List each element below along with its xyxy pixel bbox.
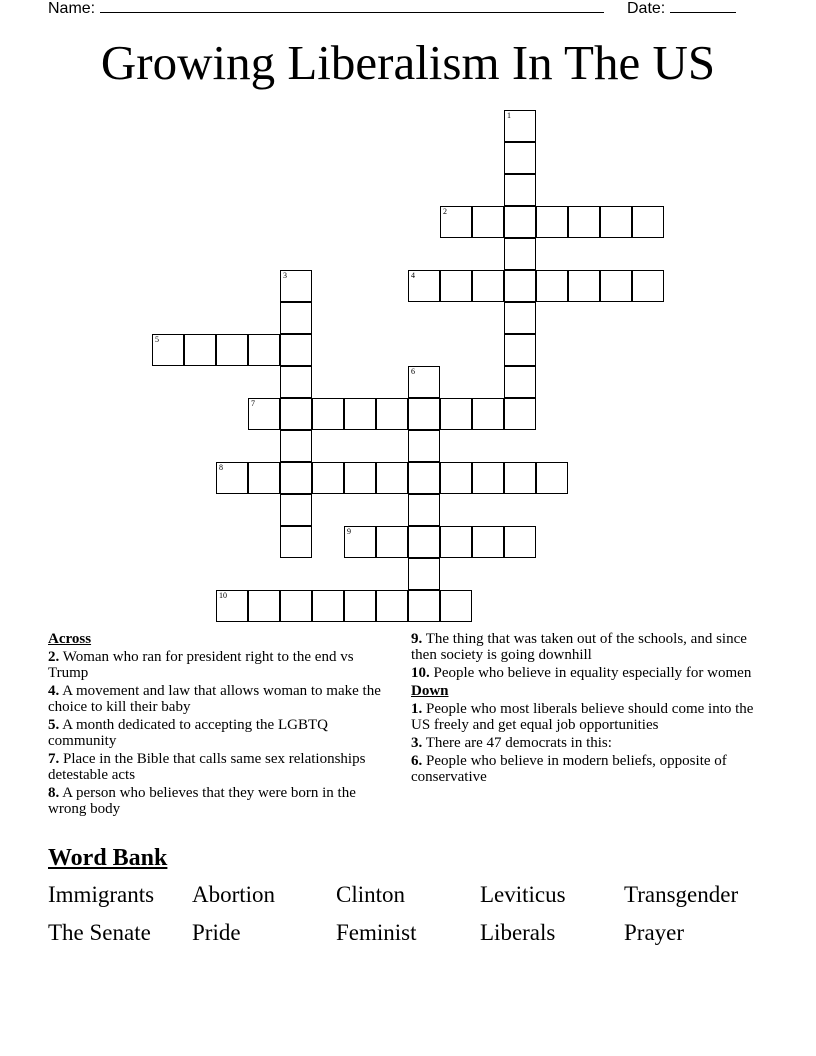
grid-cell[interactable] <box>376 398 408 430</box>
grid-cell[interactable] <box>280 302 312 334</box>
clue-number: 6. <box>411 753 423 769</box>
grid-cell[interactable] <box>248 398 280 430</box>
grid-cell[interactable] <box>280 398 312 430</box>
grid-cell[interactable] <box>248 590 280 622</box>
grid-cell[interactable] <box>280 334 312 366</box>
grid-cell[interactable] <box>504 270 536 302</box>
clue-across-7 <box>48 751 393 783</box>
grid-cell[interactable] <box>376 462 408 494</box>
grid-cell[interactable] <box>568 206 600 238</box>
grid-cell[interactable] <box>440 398 472 430</box>
grid-cell[interactable] <box>280 366 312 398</box>
grid-cell[interactable] <box>440 590 472 622</box>
grid-cell[interactable] <box>440 206 472 238</box>
grid-cell[interactable] <box>280 270 312 302</box>
clue-text: A movement and law that allows woman to make the choice to kill their baby <box>48 683 381 715</box>
word-bank-item: Liberals <box>480 920 556 945</box>
grid-cell[interactable] <box>408 398 440 430</box>
grid-clue-number: 10 <box>219 591 227 600</box>
name-line[interactable] <box>100 0 604 13</box>
grid-clue-number: 5 <box>155 335 159 344</box>
grid-cell[interactable] <box>152 334 184 366</box>
grid-cell[interactable] <box>632 270 664 302</box>
grid-cell[interactable] <box>280 494 312 526</box>
grid-cell[interactable] <box>504 110 536 142</box>
clue-down-6 <box>411 753 771 785</box>
grid-cell[interactable] <box>344 398 376 430</box>
grid-clue-number: 3 <box>283 271 287 280</box>
clue-number: 9. <box>411 631 423 647</box>
word-bank-item: Transgender <box>624 882 739 907</box>
grid-clue-number: 4 <box>411 271 415 280</box>
clue-text: Woman who ran for president right to the end vs Trump <box>48 649 354 681</box>
clue-across-2 <box>48 649 393 681</box>
grid-cell[interactable] <box>408 494 440 526</box>
clue-down-3 <box>411 735 771 751</box>
grid-cell[interactable] <box>408 590 440 622</box>
clue-across-10 <box>411 665 771 681</box>
grid-cell[interactable] <box>504 462 536 494</box>
clue-text: The thing that was taken out of the schools, and since then society is going downhill <box>411 631 747 663</box>
word-bank-item: Leviticus <box>480 882 566 907</box>
grid-cell[interactable] <box>440 462 472 494</box>
grid-cell[interactable] <box>216 334 248 366</box>
grid-cell[interactable] <box>280 430 312 462</box>
grid-cell[interactable] <box>504 366 536 398</box>
page-title: Growing Liberalism In The US <box>100 35 716 90</box>
clue-text: Place in the Bible that calls same sex relationships detestable acts <box>48 751 366 783</box>
clues-left <box>48 631 393 819</box>
word-bank-item: Abortion <box>192 882 276 907</box>
grid-cell[interactable] <box>440 270 472 302</box>
word-bank-item: Clinton <box>336 882 406 907</box>
word-bank-title: Word Bank <box>48 845 168 871</box>
grid-cell[interactable] <box>568 270 600 302</box>
clue-across-8 <box>48 785 393 817</box>
grid-cell[interactable] <box>376 526 408 558</box>
grid-clue-number: 1 <box>507 111 511 120</box>
grid-cell[interactable] <box>504 302 536 334</box>
grid-cell[interactable] <box>472 526 504 558</box>
clue-across-4 <box>48 683 393 715</box>
grid-cell[interactable] <box>472 270 504 302</box>
grid-cell[interactable] <box>600 270 632 302</box>
clue-across-5 <box>48 717 393 749</box>
grid-cell[interactable] <box>408 430 440 462</box>
clue-number: 4. <box>48 683 60 699</box>
clues-right <box>411 631 771 787</box>
clue-text: People who most liberals believe should come into the US freely and get equal job opportunities <box>411 701 754 733</box>
name-label <box>48 0 604 18</box>
grid-cell[interactable] <box>472 462 504 494</box>
grid-cell[interactable] <box>216 590 248 622</box>
clue-number: 2. <box>48 649 60 665</box>
grid-cell[interactable] <box>600 206 632 238</box>
grid-cell[interactable] <box>536 206 568 238</box>
word-bank-item: The Senate <box>48 920 151 945</box>
grid-clue-number: 9 <box>347 527 351 536</box>
date-line[interactable] <box>670 0 736 13</box>
grid-clue-number: 8 <box>219 463 223 472</box>
grid-cell[interactable] <box>280 526 312 558</box>
grid-cell[interactable] <box>408 526 440 558</box>
grid-cell[interactable] <box>504 174 536 206</box>
word-bank-item: Pride <box>192 920 241 945</box>
grid-cell[interactable] <box>216 462 248 494</box>
grid-cell[interactable] <box>344 526 376 558</box>
grid-clue-number: 6 <box>411 367 415 376</box>
grid-cell[interactable] <box>344 590 376 622</box>
grid-clue-number: 2 <box>443 207 447 216</box>
grid-cell[interactable] <box>184 334 216 366</box>
grid-cell[interactable] <box>248 462 280 494</box>
word-bank-item: Immigrants <box>48 882 155 907</box>
clue-number: 3. <box>411 735 423 751</box>
across-heading: Across <box>48 631 92 647</box>
grid-cell[interactable] <box>312 398 344 430</box>
grid-cell[interactable] <box>504 398 536 430</box>
grid-cell[interactable] <box>472 206 504 238</box>
grid-cell[interactable] <box>504 142 536 174</box>
clue-text: People who believe in equality especially for women <box>433 665 752 681</box>
grid-cell[interactable] <box>408 270 440 302</box>
grid-cell[interactable] <box>504 238 536 270</box>
clue-text: People who believe in modern beliefs, opposite of conservative <box>411 753 727 785</box>
grid-clue-number: 7 <box>251 399 255 408</box>
grid-cell[interactable] <box>440 526 472 558</box>
grid-cell[interactable] <box>504 334 536 366</box>
clue-number: 5. <box>48 717 60 733</box>
grid-cell[interactable] <box>408 366 440 398</box>
grid-cell[interactable] <box>536 462 568 494</box>
grid-cell[interactable] <box>408 462 440 494</box>
grid-cell[interactable] <box>312 462 344 494</box>
clue-text: A month dedicated to accepting the LGBTQ community <box>48 717 328 749</box>
grid-cell[interactable] <box>504 526 536 558</box>
grid-cell[interactable] <box>376 590 408 622</box>
clue-text: A person who believes that they were born in the wrong body <box>48 785 356 817</box>
grid-cell[interactable] <box>312 590 344 622</box>
word-bank-item: Feminist <box>336 920 417 945</box>
grid-cell[interactable] <box>536 270 568 302</box>
grid-cell[interactable] <box>408 558 440 590</box>
grid-cell[interactable] <box>504 206 536 238</box>
clue-number: 7. <box>48 751 60 767</box>
date-label-text: Date: <box>627 0 666 17</box>
grid-cell[interactable] <box>248 334 280 366</box>
grid-cell[interactable] <box>632 206 664 238</box>
word-bank-item: Prayer <box>624 920 685 945</box>
grid-cell[interactable] <box>344 462 376 494</box>
grid-cell[interactable] <box>472 398 504 430</box>
down-heading: Down <box>411 683 449 699</box>
clue-across-9 <box>411 631 771 663</box>
grid-cell[interactable] <box>280 462 312 494</box>
grid-cell[interactable] <box>280 590 312 622</box>
name-label-text: Name: <box>48 0 96 17</box>
clue-number: 1. <box>411 701 423 717</box>
clue-number: 10. <box>411 665 430 681</box>
clue-text: There are 47 democrats in this: <box>425 735 612 751</box>
date-label <box>627 0 736 18</box>
clue-number: 8. <box>48 785 60 801</box>
clue-down-1 <box>411 701 771 733</box>
